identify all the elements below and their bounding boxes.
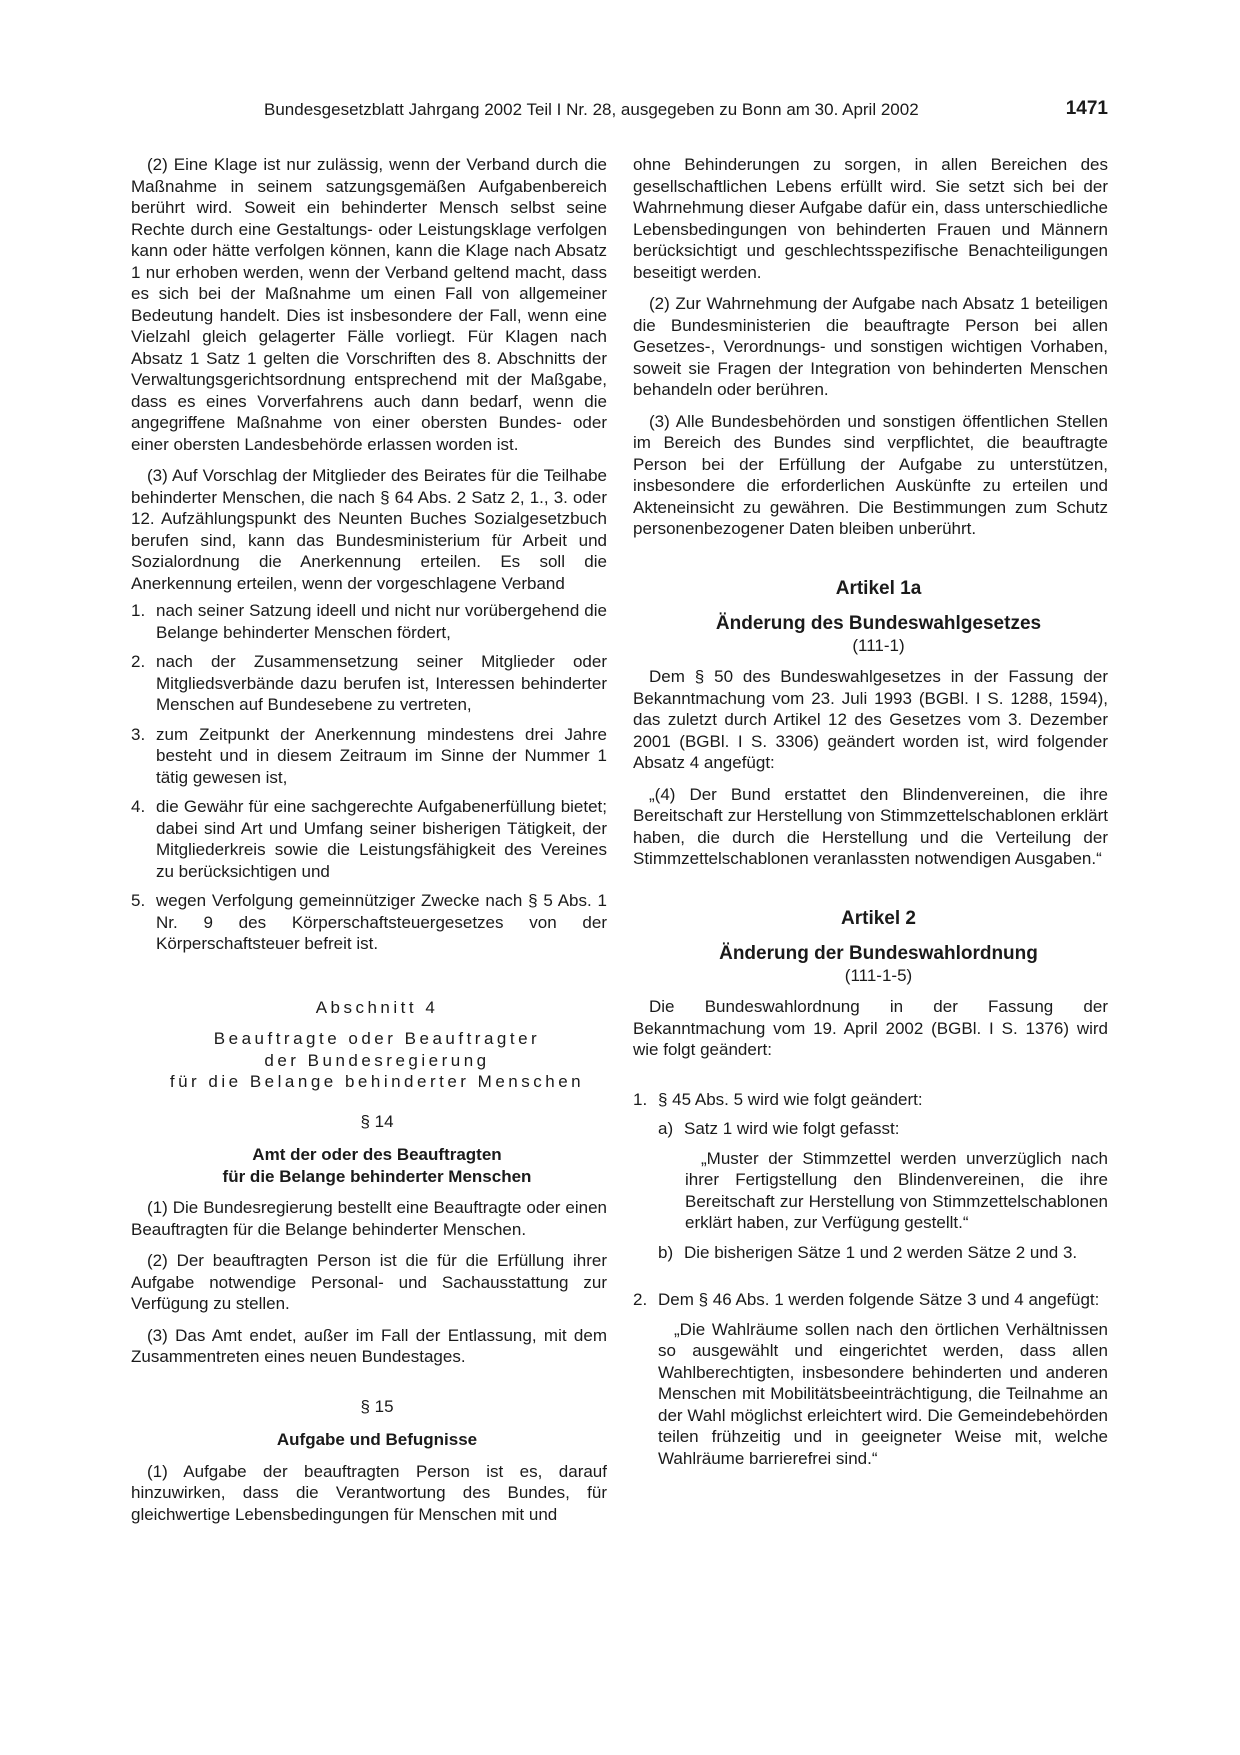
- paragraph: „(4) Der Bund erstattet den Blindenvereinen, die ihre Bereitschaft zur Herstellung von Stimmzettelschablonen erklärt haben, die durch die Herstellung und die Verteilung der Stimmzettelschablonen veranlassten notwendigen Ausgaben.“: [633, 784, 1108, 868]
- article-code: (111-1-5): [844, 965, 913, 985]
- page-number: 1471: [1065, 98, 1108, 119]
- paragraph: (3) Auf Vorschlag der Mitglieder des Beirates für die Teilhabe behinderter Menschen, die nach § 64 Abs. 2 Satz 2, 1., 3. oder 12. Aufzählungspunkt des Neunten Buches Sozialgesetzbuch berufen sind, kann das Bundesministerium für Arbeit und Sozialordnung die Anerkennung erteilen. Es soll die Anerkennung erteilen, wenn der vorgeschlagene Verband: [131, 466, 607, 593]
- page-header: [264, 100, 1108, 126]
- list-item: 1. § 45 Abs. 5 wird wie folgt geändert:: [633, 1089, 923, 1109]
- article-heading: Artikel 1a: [835, 577, 922, 599]
- header-title: Bundesgesetzblatt Jahrgang 2002 Teil I Nr. 28, ausgegeben zu Bonn am 30. April 2002: [264, 100, 919, 119]
- paragraph-number: § 15: [360, 1396, 394, 1416]
- left-column: [131, 154, 607, 1535]
- list-item: 4. die Gewähr für eine sachgerechte Aufgabenerfüllung bietet; dabei sind Art und Umfang seiner bisherigen Tätigkeit, der Mitgliederkreis sowie die Leistungsfähigkeit des Vereines zu berücksichtigen und: [131, 797, 607, 881]
- paragraph: (1) Die Bundesregierung bestellt eine Beauftragte oder einen Beauftragten für die Belange behinderter Menschen.: [131, 1198, 607, 1239]
- list-item: 2. Dem § 46 Abs. 1 werden folgende Sätze 3 und 4 angefügt:: [633, 1290, 1100, 1309]
- list-item: 2. nach der Zusammensetzung seiner Mitglieder oder Mitgliedsverbände dazu berufen ist, Interessen behinderter Menschen auf Bundesebene zu vertreten,: [131, 652, 607, 714]
- sub-item: a) Satz 1 wird wie folgt gefasst:: [658, 1119, 900, 1138]
- paragraph-title: Amt der oder des Beauftragten: [252, 1145, 502, 1164]
- quoted-text: „Muster der Stimmzettel werden unverzüglich nach ihrer Fertigstellung den Blindenvereinen, die ihre Bereitschaft zur Herstellung von Stimmzettelschablonen erklärt haben, zur Verfügung gestellt.“: [685, 1148, 1108, 1232]
- paragraph: (1) Aufgabe der beauftragten Person ist es, darauf hinzuwirken, dass die Verantwortung des Bundes, für gleichwertige Lebensbedingungen für Menschen mit und: [131, 1461, 607, 1524]
- quoted-text: „Die Wahlräume sollen nach den örtlichen Verhältnissen so ausgewählt und eingerichtet werden, dass allen Wahlberechtigten, insbesondere behinderten und anderen Menschen mit Mobilitätsbeeinträchtigung, die Teilnahme an der Wahl möglichst erleichtert wird. Die Gemeindebehörden teilen frühzeitig und in geeigneter Weise mit, welche Wahlräume barrierefrei sind.“: [658, 1319, 1108, 1468]
- paragraph: (2) Zur Wahrnehmung der Aufgabe nach Absatz 1 beteiligen die Bundesministerien die beauftragte Person bei allen Gesetzes-, Verordnungs- und sonstigen wichtigen Vorhaben, soweit sie Fragen der Integration von behinderten Menschen behandeln oder berühren.: [633, 294, 1108, 399]
- paragraph: (3) Das Amt endet, außer im Fall der Entlassung, mit dem Zusammentreten eines neuen Bundestages.: [131, 1325, 607, 1366]
- paragraph: (2) Eine Klage ist nur zulässig, wenn der Verband durch die Maßnahme in seinem satzungsgemäßen Aufgabenbereich berührt wird. Soweit ein behinderter Mensch selbst seine Rechte durch eine Gestaltungs- oder Leistungsklage verfolgen kann oder hätte verfolgen können, kann die Klage nach Absatz 1 nur erhoben werden, wenn der Verband geltend macht, dass es sich bei der Maßnahme um einen Fall von allgemeiner Bedeutung handelt. Dies ist insbesondere der Fall, wenn eine Vielzahl gleich gelagerter Fälle vorliegt. Für Klagen nach Absatz 1 Satz 1 gelten die Vorschriften des 8. Abschnitts der Verwaltungsgerichtsordnung entsprechend mit der Maßgabe, dass es eines Vorverfahrens auch dann bedarf, wenn die angegriffene Maßnahme von einer obersten Bundes- oder einer obersten Landesbehörde erlassen worden ist.: [131, 155, 607, 454]
- paragraph-title: für die Belange behinderter Menschen: [222, 1166, 532, 1186]
- sub-item: b) Die bisherigen Sätze 1 und 2 werden Sätze 2 und 3.: [658, 1242, 1078, 1262]
- section-title-line: der Bundesregierung: [264, 1050, 490, 1070]
- paragraph: Dem § 50 des Bundeswahlgesetzes in der Fassung der Bekanntmachung vom 23. Juli 1993 (BGBl. I S. 1288, 1594), das zuletzt durch Artikel 12 des Gesetzes vom 3. Dezember 2001 (BGBl. I S. 3306) geändert worden ist, wird folgender Absatz 4 angefügt:: [633, 667, 1108, 772]
- paragraph: (2) Der beauftragten Person ist die für die Erfüllung ihrer Aufgabe notwendige Personal- und Sachausstattung zur Verfügung zu stellen.: [131, 1251, 607, 1313]
- list-item: 1. nach seiner Satzung ideell und nicht nur vorübergehend die Belange behinderter Menschen fördert,: [131, 601, 607, 642]
- article-code: (111-1): [852, 635, 905, 655]
- paragraph-title: Aufgabe und Befugnisse: [276, 1430, 478, 1449]
- enumeration-list: [131, 600, 607, 955]
- list-item: 3. zum Zeitpunkt der Anerkennung mindestens drei Jahre besteht und in diesem Zeitraum im Sinne der Nummer 1 tätig gewesen ist,: [131, 724, 607, 787]
- list-item: 5. wegen Verfolgung gemeinnütziger Zwecke nach § 5 Abs. 1 Nr. 9 des Körperschaftsteuergesetzes von der Körperschaftsteuer befreit ist.: [131, 891, 607, 953]
- article-heading: Artikel 2: [841, 907, 916, 929]
- right-column: [633, 154, 1108, 1477]
- section-title-line: Beauftragte oder Beauftragter: [213, 1029, 541, 1048]
- section-title-line: für die Belange behinderter Menschen: [169, 1072, 585, 1091]
- paragraph-number: § 14: [360, 1111, 394, 1131]
- paragraph: ohne Behinderungen zu sorgen, in allen Bereichen des gesellschaftlichen Lebens erfüllt wird. Sie setzt sich bei der Wahrnehmung dieser Aufgabe dafür ein, dass unterschiedliche Lebensbedingungen von behinderten Frauen und Männern berücksichtigt und geschlechtsspezifische Benachteiligungen beseitigt werden.: [633, 155, 1108, 282]
- paragraph: Die Bundeswahlordnung in der Fassung der Bekanntmachung vom 19. April 2002 (BGBl. I S. 1376) wird wie folgt geändert:: [633, 997, 1108, 1059]
- paragraph: (3) Alle Bundesbehörden und sonstigen öffentlichen Stellen im Bereich des Bundes sind verpflichtet, die beauftragte Person bei der Erfüllung der Aufgabe zu unterstützen, insbesondere die erforderlichen Auskünfte zu erteilen und Akteneinsicht zu gewähren. Die Bestimmungen zum Schutz personenbezogener Daten bleiben unberührt.: [633, 411, 1108, 538]
- section-heading: Abschnitt 4: [315, 997, 439, 1017]
- article-title: Änderung des Bundeswahlgesetzes: [715, 613, 1042, 634]
- article-title: Änderung der Bundeswahlordnung: [719, 943, 1038, 964]
